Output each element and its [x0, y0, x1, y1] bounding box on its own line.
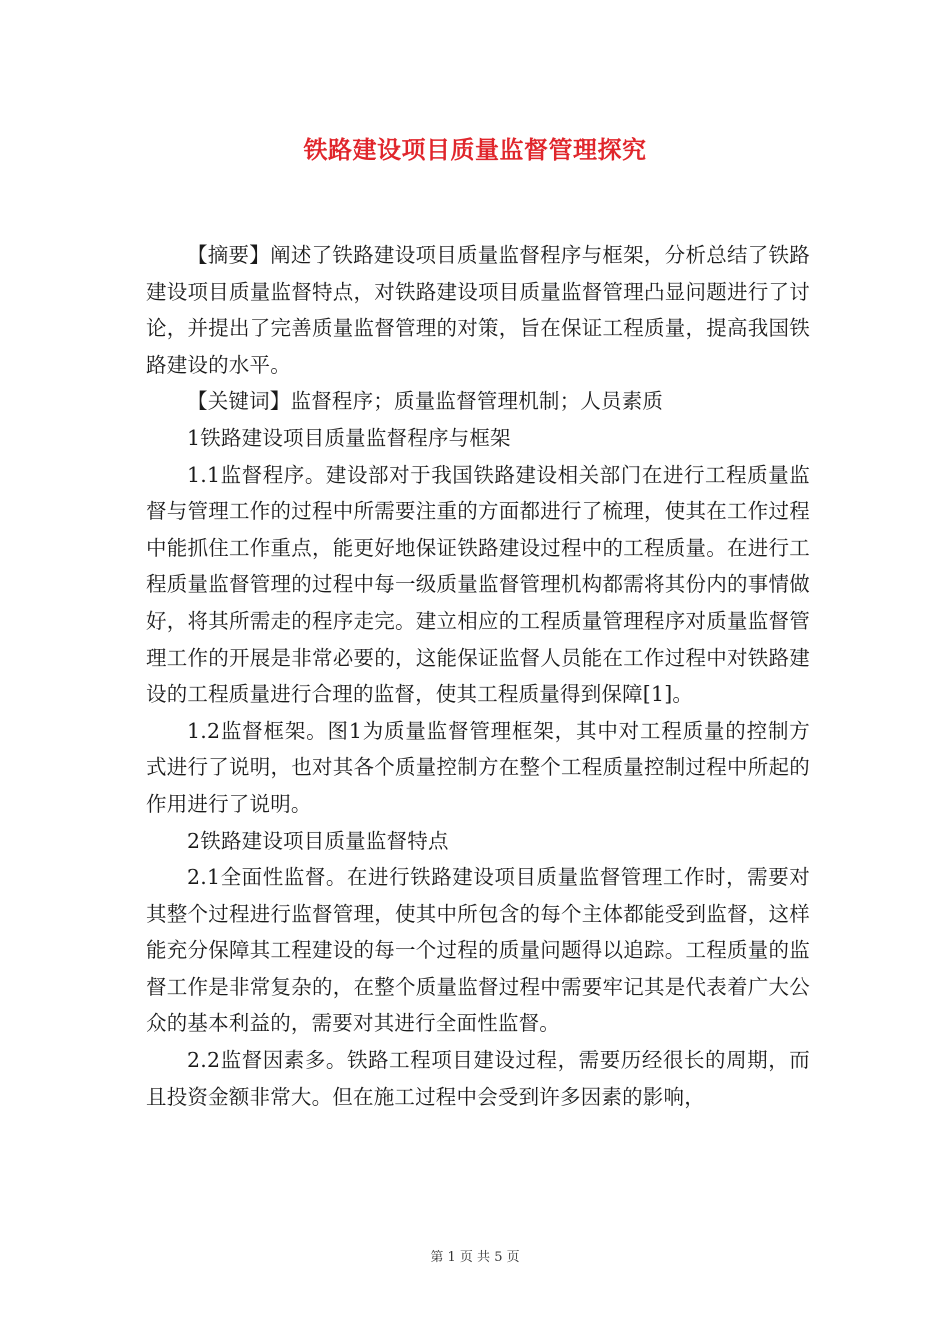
body-paragraph: 2.2监督因素多。铁路工程项目建设过程，需要历经很长的周期，而且投资金额非常大。但在施工过程中会受到许多因素的影响， [146, 1048, 810, 1109]
keywords-paragraph: 【关键词】监督程序；质量监督管理机制；人员素质 [187, 389, 664, 414]
document-title: 铁路建设项目质量监督管理探究 [303, 135, 647, 164]
page-number-footer [0, 1246, 950, 1265]
abstract-paragraph: 【摘要】阐述了铁路建设项目质量监督程序与框架，分析总结了铁路建设项目质量监督特点，对铁路建设项目质量监督管理凸显问题进行了讨论，并提出了完善质量监督管理的对策，旨在保证工程质量，提高我国铁路建设的水平。 [146, 243, 810, 377]
document-body [146, 237, 810, 1115]
page-number-text: 第 1 页 共 5 页 [430, 1250, 520, 1265]
section-heading-2: 2铁路建设项目质量监督特点 [187, 828, 449, 853]
body-paragraph: 2.1全面性监督。在进行铁路建设项目质量监督管理工作时，需要对其整个过程进行监督管理，使其中所包含的每个主体都能受到监督，这样能充分保障其工程建设的每一个过程的质量问题得以追踪。工程质量的监督工作是非常复杂的，在整个质量监督过程中需要牢记其是代表着广大公众的基本利益的，需要对其进行全面性监督。 [146, 865, 810, 1036]
body-paragraph: 1.1监督程序。建设部对于我国铁路建设相关部门在进行工程质量监督与管理工作的过程中所需要注重的方面都进行了梳理，使其在工作过程中能抓住工作重点，能更好地保证铁路建设过程中的工程质量。在进行工程质量监督管理的过程中每一级质量监督管理机构都需将其份内的事情做好，将其所需走的程序走完。建立相应的工程质量管理程序对质量监督管理工作的开展是非常必要的，这能保证监督人员能在工作过程中对铁路建设的工程质量进行合理的监督，使其工程质量得到保障[1]。 [146, 462, 810, 707]
body-paragraph: 1.2监督框架。图1为质量监督管理框架，其中对工程质量的控制方式进行了说明，也对其各个质量控制方在整个工程质量控制过程中所起的作用进行了说明。 [146, 718, 810, 816]
section-heading-1: 1铁路建设项目质量监督程序与框架 [187, 425, 511, 450]
